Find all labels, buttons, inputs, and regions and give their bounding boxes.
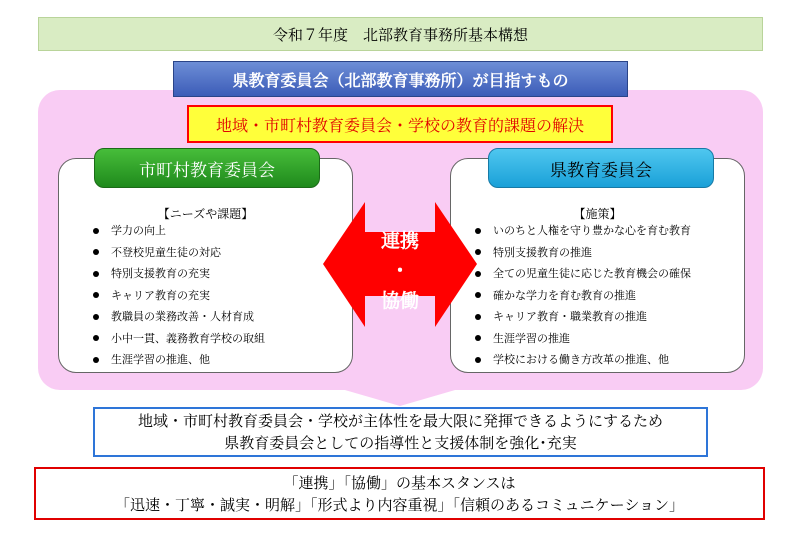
bullet-icon bbox=[93, 249, 99, 255]
list-item: 学力の向上 bbox=[93, 220, 265, 242]
vision-banner bbox=[173, 61, 628, 97]
support-statement-line2: 県教育委員会としての指導性と支援体制を強化･充実 bbox=[224, 434, 577, 452]
bullet-icon bbox=[93, 271, 99, 277]
prefectural-board-panel bbox=[450, 158, 745, 373]
basic-stance-box bbox=[34, 467, 765, 520]
support-statement-box bbox=[93, 407, 708, 457]
policies-subheading: 【施策】 bbox=[573, 207, 622, 221]
prefectural-board-header bbox=[488, 148, 714, 188]
municipal-board-panel bbox=[58, 158, 353, 373]
basic-stance-line1: 「連携」「協働」の基本スタンスは bbox=[283, 473, 516, 492]
list-item: 教職員の業務改善・人材育成 bbox=[93, 306, 265, 328]
support-statement-line1: 地域・市町村教育委員会・学校が主体性を最大限に発揮できるようにするため bbox=[137, 412, 663, 430]
policies-list bbox=[475, 220, 691, 371]
list-item: 不登校児童生徒の対応 bbox=[93, 242, 265, 264]
bullet-icon bbox=[93, 292, 99, 298]
page-title: 令和７年度 北部教育事務所基本構想 bbox=[272, 25, 528, 44]
basic-stance-line2: 「迅速・丁寧・誠実・明解」「形式より内容重視」「信頼のあるコミュニケーション」 bbox=[114, 495, 685, 514]
list-item: 生涯学習の推進 bbox=[475, 328, 691, 350]
list-item: 特別支援教育の推進 bbox=[475, 242, 691, 264]
title-bar bbox=[38, 17, 763, 51]
needs-list bbox=[93, 220, 265, 371]
vision-banner-label: 県教育委員会（北部教育事務所）が目指すもの bbox=[232, 70, 569, 90]
list-item: キャリア教育の充実 bbox=[93, 285, 265, 307]
list-item: 全ての児童生徒に応じた教育機会の確保 bbox=[475, 263, 691, 285]
municipal-board-header bbox=[94, 148, 320, 188]
list-item: 小中一貫、義務教育学校の取組 bbox=[93, 328, 265, 350]
bullet-icon bbox=[475, 357, 481, 363]
collaboration-label-2: ・ bbox=[390, 260, 410, 282]
bullet-icon bbox=[93, 335, 99, 341]
collaboration-label-1: 連携 bbox=[380, 230, 419, 252]
list-item: いのちと人権を守り豊かな心を育む教育 bbox=[475, 220, 691, 242]
bullet-icon bbox=[93, 228, 99, 234]
list-item: 生涯学習の推進、他 bbox=[93, 349, 265, 371]
municipal-board-title: 市町村教育委員会 bbox=[139, 160, 275, 181]
prefectural-board-title: 県教育委員会 bbox=[550, 160, 652, 181]
bullet-icon bbox=[93, 314, 99, 320]
collaboration-label-3: 協働 bbox=[380, 290, 419, 312]
goal-label: 地域・市町村教育委員会・学校の教育的課題の解決 bbox=[215, 115, 584, 135]
needs-subheading: 【ニーズや課題】 bbox=[157, 207, 254, 221]
list-item: 特別支援教育の充実 bbox=[93, 263, 265, 285]
list-item: 確かな学力を育む教育の推進 bbox=[475, 285, 691, 307]
goal-box bbox=[187, 105, 613, 143]
list-item: キャリア教育・職業教育の推進 bbox=[475, 306, 691, 328]
bullet-icon bbox=[475, 335, 481, 341]
pink-down-arrow bbox=[338, 388, 462, 406]
bullet-icon bbox=[93, 357, 99, 363]
list-item: 学校における働き方改革の推進、他 bbox=[475, 349, 691, 371]
